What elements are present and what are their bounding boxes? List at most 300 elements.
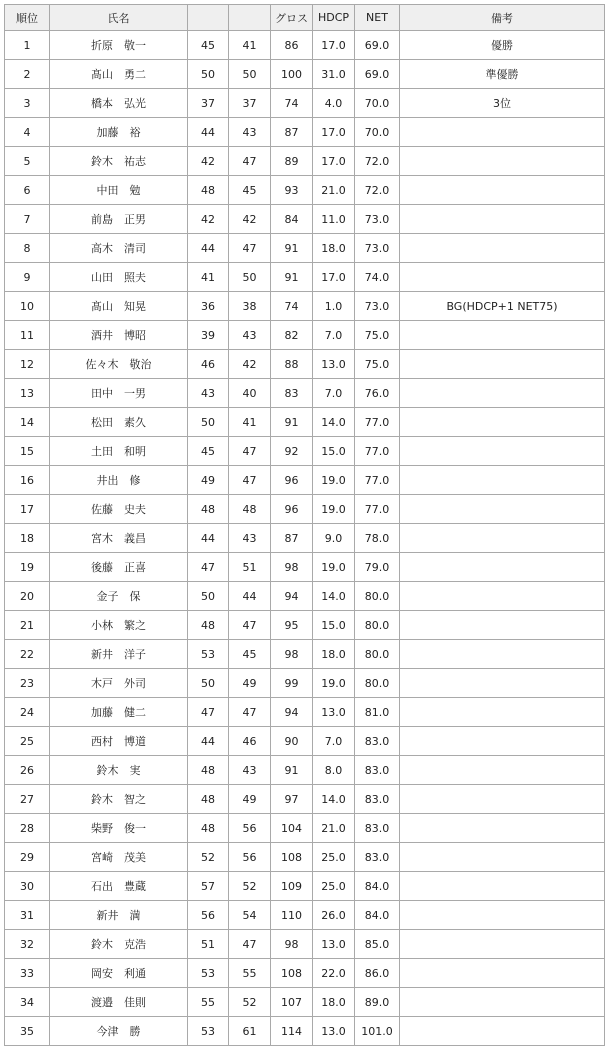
cell-out: 49 [188, 466, 229, 495]
cell-hdcp: 7.0 [313, 321, 355, 350]
table-row [5, 640, 605, 669]
cell-net: 69.0 [355, 31, 400, 60]
header-net: NET [355, 5, 400, 31]
cell-rank: 35 [5, 1017, 50, 1046]
cell-note [400, 959, 605, 988]
cell-net: 73.0 [355, 292, 400, 321]
cell-rank: 3 [5, 89, 50, 118]
cell-note [400, 263, 605, 292]
cell-hdcp: 8.0 [313, 756, 355, 785]
cell-gross: 91 [271, 408, 313, 437]
header-hdcp: HDCP [313, 5, 355, 31]
cell-name: 木戸 外司 [50, 669, 188, 698]
table-row [5, 698, 605, 727]
cell-rank: 15 [5, 437, 50, 466]
cell-net: 78.0 [355, 524, 400, 553]
cell-name: 小林 繁之 [50, 611, 188, 640]
table-row [5, 524, 605, 553]
cell-note [400, 901, 605, 930]
cell-hdcp: 17.0 [313, 31, 355, 60]
cell-out: 53 [188, 1017, 229, 1046]
table-row [5, 611, 605, 640]
header-in [229, 5, 271, 31]
cell-name: 加藤 裕 [50, 118, 188, 147]
cell-in: 47 [229, 437, 271, 466]
cell-hdcp: 19.0 [313, 466, 355, 495]
cell-note: 優勝 [400, 31, 605, 60]
cell-rank: 14 [5, 408, 50, 437]
cell-out: 43 [188, 379, 229, 408]
cell-hdcp: 18.0 [313, 640, 355, 669]
cell-net: 76.0 [355, 379, 400, 408]
table-row [5, 466, 605, 495]
cell-net: 80.0 [355, 582, 400, 611]
cell-gross: 88 [271, 350, 313, 379]
cell-rank: 5 [5, 147, 50, 176]
cell-rank: 32 [5, 930, 50, 959]
cell-out: 52 [188, 843, 229, 872]
cell-net: 75.0 [355, 350, 400, 379]
cell-net: 101.0 [355, 1017, 400, 1046]
table-row [5, 669, 605, 698]
cell-name: 橋本 弘光 [50, 89, 188, 118]
cell-name: 加藤 健二 [50, 698, 188, 727]
cell-in: 54 [229, 901, 271, 930]
cell-gross: 108 [271, 843, 313, 872]
cell-gross: 83 [271, 379, 313, 408]
cell-hdcp: 14.0 [313, 408, 355, 437]
cell-in: 43 [229, 524, 271, 553]
cell-name: 渡邉 佳則 [50, 988, 188, 1017]
header-rank: 順位 [5, 5, 50, 31]
cell-net: 69.0 [355, 60, 400, 89]
cell-gross: 87 [271, 524, 313, 553]
cell-hdcp: 4.0 [313, 89, 355, 118]
cell-name: 鈴木 智之 [50, 785, 188, 814]
cell-in: 44 [229, 582, 271, 611]
cell-rank: 7 [5, 205, 50, 234]
cell-note [400, 1017, 605, 1046]
cell-in: 45 [229, 176, 271, 205]
cell-gross: 89 [271, 147, 313, 176]
cell-gross: 98 [271, 640, 313, 669]
cell-note [400, 930, 605, 959]
cell-net: 70.0 [355, 118, 400, 147]
cell-out: 48 [188, 814, 229, 843]
cell-name: 松田 素久 [50, 408, 188, 437]
cell-in: 37 [229, 89, 271, 118]
cell-hdcp: 11.0 [313, 205, 355, 234]
cell-out: 47 [188, 698, 229, 727]
cell-note: BG(HDCP+1 NET75) [400, 292, 605, 321]
cell-rank: 28 [5, 814, 50, 843]
cell-in: 55 [229, 959, 271, 988]
cell-name: 柴野 俊一 [50, 814, 188, 843]
cell-hdcp: 31.0 [313, 60, 355, 89]
cell-hdcp: 22.0 [313, 959, 355, 988]
cell-name: 佐々木 敬治 [50, 350, 188, 379]
cell-note [400, 582, 605, 611]
cell-in: 49 [229, 785, 271, 814]
table-row [5, 176, 605, 205]
cell-out: 47 [188, 553, 229, 582]
cell-out: 48 [188, 756, 229, 785]
cell-net: 75.0 [355, 321, 400, 350]
cell-out: 51 [188, 930, 229, 959]
cell-name: 鈴木 克浩 [50, 930, 188, 959]
cell-note [400, 814, 605, 843]
table-row [5, 1017, 605, 1046]
table-row [5, 727, 605, 756]
cell-note: 3位 [400, 89, 605, 118]
cell-hdcp: 17.0 [313, 147, 355, 176]
cell-in: 47 [229, 147, 271, 176]
cell-rank: 30 [5, 872, 50, 901]
cell-out: 39 [188, 321, 229, 350]
cell-note [400, 234, 605, 263]
cell-name: 中田 勉 [50, 176, 188, 205]
cell-in: 51 [229, 553, 271, 582]
cell-hdcp: 21.0 [313, 814, 355, 843]
table-row [5, 205, 605, 234]
cell-note [400, 466, 605, 495]
cell-gross: 93 [271, 176, 313, 205]
cell-out: 53 [188, 640, 229, 669]
cell-hdcp: 15.0 [313, 437, 355, 466]
cell-out: 44 [188, 118, 229, 147]
cell-net: 83.0 [355, 785, 400, 814]
cell-out: 50 [188, 60, 229, 89]
cell-note [400, 205, 605, 234]
cell-name: 鈴木 祐志 [50, 147, 188, 176]
cell-hdcp: 19.0 [313, 495, 355, 524]
cell-gross: 107 [271, 988, 313, 1017]
cell-rank: 9 [5, 263, 50, 292]
cell-gross: 90 [271, 727, 313, 756]
cell-gross: 87 [271, 118, 313, 147]
cell-gross: 96 [271, 495, 313, 524]
cell-out: 42 [188, 205, 229, 234]
cell-rank: 6 [5, 176, 50, 205]
cell-name: 髙山 知晃 [50, 292, 188, 321]
cell-in: 50 [229, 60, 271, 89]
cell-rank: 11 [5, 321, 50, 350]
cell-name: 土田 和明 [50, 437, 188, 466]
cell-hdcp: 19.0 [313, 553, 355, 582]
cell-in: 48 [229, 495, 271, 524]
cell-out: 46 [188, 350, 229, 379]
cell-name: 井出 修 [50, 466, 188, 495]
cell-rank: 16 [5, 466, 50, 495]
cell-note [400, 843, 605, 872]
cell-note [400, 118, 605, 147]
table-row [5, 437, 605, 466]
cell-gross: 95 [271, 611, 313, 640]
cell-net: 79.0 [355, 553, 400, 582]
cell-gross: 100 [271, 60, 313, 89]
table-row [5, 756, 605, 785]
cell-note [400, 408, 605, 437]
cell-gross: 96 [271, 466, 313, 495]
cell-name: 髙山 勇二 [50, 60, 188, 89]
cell-rank: 4 [5, 118, 50, 147]
table-row [5, 843, 605, 872]
header-out [188, 5, 229, 31]
cell-gross: 97 [271, 785, 313, 814]
cell-net: 70.0 [355, 89, 400, 118]
cell-net: 84.0 [355, 901, 400, 930]
results-table [4, 4, 605, 1046]
cell-net: 72.0 [355, 176, 400, 205]
cell-name: 田中 一男 [50, 379, 188, 408]
cell-name: 佐藤 史夫 [50, 495, 188, 524]
cell-out: 50 [188, 408, 229, 437]
results-body [5, 31, 605, 1046]
cell-net: 80.0 [355, 640, 400, 669]
cell-rank: 17 [5, 495, 50, 524]
cell-gross: 98 [271, 553, 313, 582]
cell-hdcp: 25.0 [313, 843, 355, 872]
cell-in: 56 [229, 814, 271, 843]
cell-hdcp: 7.0 [313, 727, 355, 756]
cell-net: 80.0 [355, 611, 400, 640]
cell-note [400, 756, 605, 785]
cell-net: 73.0 [355, 205, 400, 234]
header-note: 備考 [400, 5, 605, 31]
cell-hdcp: 14.0 [313, 785, 355, 814]
cell-net: 83.0 [355, 843, 400, 872]
cell-in: 52 [229, 872, 271, 901]
cell-hdcp: 18.0 [313, 988, 355, 1017]
cell-note [400, 640, 605, 669]
cell-name: 宮崎 茂美 [50, 843, 188, 872]
cell-in: 43 [229, 321, 271, 350]
cell-gross: 92 [271, 437, 313, 466]
cell-out: 48 [188, 611, 229, 640]
cell-out: 45 [188, 437, 229, 466]
cell-note [400, 988, 605, 1017]
cell-note [400, 669, 605, 698]
cell-net: 77.0 [355, 408, 400, 437]
table-row [5, 901, 605, 930]
cell-rank: 18 [5, 524, 50, 553]
cell-name: 新井 満 [50, 901, 188, 930]
cell-out: 55 [188, 988, 229, 1017]
cell-out: 48 [188, 785, 229, 814]
cell-hdcp: 18.0 [313, 234, 355, 263]
cell-name: 岡安 利通 [50, 959, 188, 988]
cell-gross: 99 [271, 669, 313, 698]
cell-rank: 22 [5, 640, 50, 669]
cell-rank: 26 [5, 756, 50, 785]
cell-out: 44 [188, 727, 229, 756]
cell-net: 77.0 [355, 495, 400, 524]
cell-gross: 91 [271, 234, 313, 263]
cell-in: 45 [229, 640, 271, 669]
cell-rank: 31 [5, 901, 50, 930]
cell-note [400, 611, 605, 640]
cell-note: 準優勝 [400, 60, 605, 89]
cell-gross: 98 [271, 930, 313, 959]
cell-gross: 114 [271, 1017, 313, 1046]
cell-hdcp: 17.0 [313, 263, 355, 292]
cell-in: 42 [229, 205, 271, 234]
cell-net: 86.0 [355, 959, 400, 988]
cell-out: 36 [188, 292, 229, 321]
table-row [5, 118, 605, 147]
cell-in: 43 [229, 118, 271, 147]
cell-rank: 21 [5, 611, 50, 640]
cell-name: 後藤 正喜 [50, 553, 188, 582]
cell-in: 47 [229, 611, 271, 640]
cell-rank: 10 [5, 292, 50, 321]
cell-in: 40 [229, 379, 271, 408]
cell-rank: 24 [5, 698, 50, 727]
cell-hdcp: 13.0 [313, 350, 355, 379]
table-row [5, 31, 605, 60]
cell-rank: 34 [5, 988, 50, 1017]
cell-note [400, 553, 605, 582]
table-row [5, 89, 605, 118]
cell-in: 43 [229, 756, 271, 785]
table-row [5, 292, 605, 321]
cell-rank: 29 [5, 843, 50, 872]
cell-out: 41 [188, 263, 229, 292]
table-row [5, 408, 605, 437]
cell-gross: 94 [271, 698, 313, 727]
cell-note [400, 524, 605, 553]
cell-note [400, 437, 605, 466]
cell-net: 73.0 [355, 234, 400, 263]
cell-out: 42 [188, 147, 229, 176]
cell-rank: 2 [5, 60, 50, 89]
cell-net: 89.0 [355, 988, 400, 1017]
cell-net: 80.0 [355, 669, 400, 698]
cell-out: 48 [188, 176, 229, 205]
table-row [5, 959, 605, 988]
cell-note [400, 379, 605, 408]
cell-in: 52 [229, 988, 271, 1017]
cell-name: 折原 敬一 [50, 31, 188, 60]
cell-hdcp: 13.0 [313, 930, 355, 959]
table-row [5, 321, 605, 350]
cell-net: 83.0 [355, 756, 400, 785]
cell-out: 45 [188, 31, 229, 60]
cell-net: 81.0 [355, 698, 400, 727]
table-row [5, 930, 605, 959]
cell-name: 西村 博道 [50, 727, 188, 756]
cell-hdcp: 26.0 [313, 901, 355, 930]
cell-hdcp: 25.0 [313, 872, 355, 901]
cell-out: 44 [188, 234, 229, 263]
cell-gross: 82 [271, 321, 313, 350]
cell-name: 山田 照夫 [50, 263, 188, 292]
cell-name: 高木 清司 [50, 234, 188, 263]
cell-name: 酒井 博昭 [50, 321, 188, 350]
cell-hdcp: 21.0 [313, 176, 355, 205]
cell-rank: 13 [5, 379, 50, 408]
cell-in: 41 [229, 408, 271, 437]
cell-in: 46 [229, 727, 271, 756]
cell-rank: 20 [5, 582, 50, 611]
cell-out: 57 [188, 872, 229, 901]
cell-in: 61 [229, 1017, 271, 1046]
cell-rank: 33 [5, 959, 50, 988]
table-row [5, 263, 605, 292]
table-row [5, 553, 605, 582]
cell-net: 85.0 [355, 930, 400, 959]
cell-name: 金子 保 [50, 582, 188, 611]
cell-hdcp: 17.0 [313, 118, 355, 147]
cell-out: 44 [188, 524, 229, 553]
cell-gross: 110 [271, 901, 313, 930]
cell-in: 41 [229, 31, 271, 60]
table-row [5, 495, 605, 524]
table-row [5, 379, 605, 408]
cell-hdcp: 9.0 [313, 524, 355, 553]
cell-name: 前島 正男 [50, 205, 188, 234]
cell-note [400, 321, 605, 350]
cell-name: 石出 豊蔵 [50, 872, 188, 901]
cell-in: 47 [229, 234, 271, 263]
cell-out: 48 [188, 495, 229, 524]
cell-note [400, 698, 605, 727]
cell-note [400, 872, 605, 901]
cell-gross: 74 [271, 89, 313, 118]
cell-note [400, 176, 605, 205]
table-row [5, 350, 605, 379]
cell-out: 37 [188, 89, 229, 118]
table-row [5, 814, 605, 843]
cell-note [400, 727, 605, 756]
cell-hdcp: 19.0 [313, 669, 355, 698]
cell-net: 77.0 [355, 466, 400, 495]
cell-rank: 8 [5, 234, 50, 263]
cell-gross: 84 [271, 205, 313, 234]
cell-gross: 91 [271, 263, 313, 292]
cell-net: 83.0 [355, 727, 400, 756]
cell-name: 鈴木 実 [50, 756, 188, 785]
table-row [5, 988, 605, 1017]
cell-rank: 25 [5, 727, 50, 756]
cell-note [400, 495, 605, 524]
cell-rank: 19 [5, 553, 50, 582]
table-row [5, 785, 605, 814]
cell-name: 宮木 義昌 [50, 524, 188, 553]
cell-gross: 86 [271, 31, 313, 60]
cell-hdcp: 7.0 [313, 379, 355, 408]
cell-out: 50 [188, 669, 229, 698]
cell-in: 42 [229, 350, 271, 379]
cell-hdcp: 13.0 [313, 1017, 355, 1046]
cell-gross: 104 [271, 814, 313, 843]
cell-net: 77.0 [355, 437, 400, 466]
cell-name: 新井 洋子 [50, 640, 188, 669]
cell-rank: 27 [5, 785, 50, 814]
cell-gross: 108 [271, 959, 313, 988]
cell-net: 84.0 [355, 872, 400, 901]
cell-gross: 94 [271, 582, 313, 611]
cell-in: 47 [229, 698, 271, 727]
cell-in: 47 [229, 930, 271, 959]
cell-hdcp: 1.0 [313, 292, 355, 321]
table-row [5, 60, 605, 89]
cell-in: 47 [229, 466, 271, 495]
table-row [5, 582, 605, 611]
cell-note [400, 147, 605, 176]
cell-net: 74.0 [355, 263, 400, 292]
cell-in: 50 [229, 263, 271, 292]
